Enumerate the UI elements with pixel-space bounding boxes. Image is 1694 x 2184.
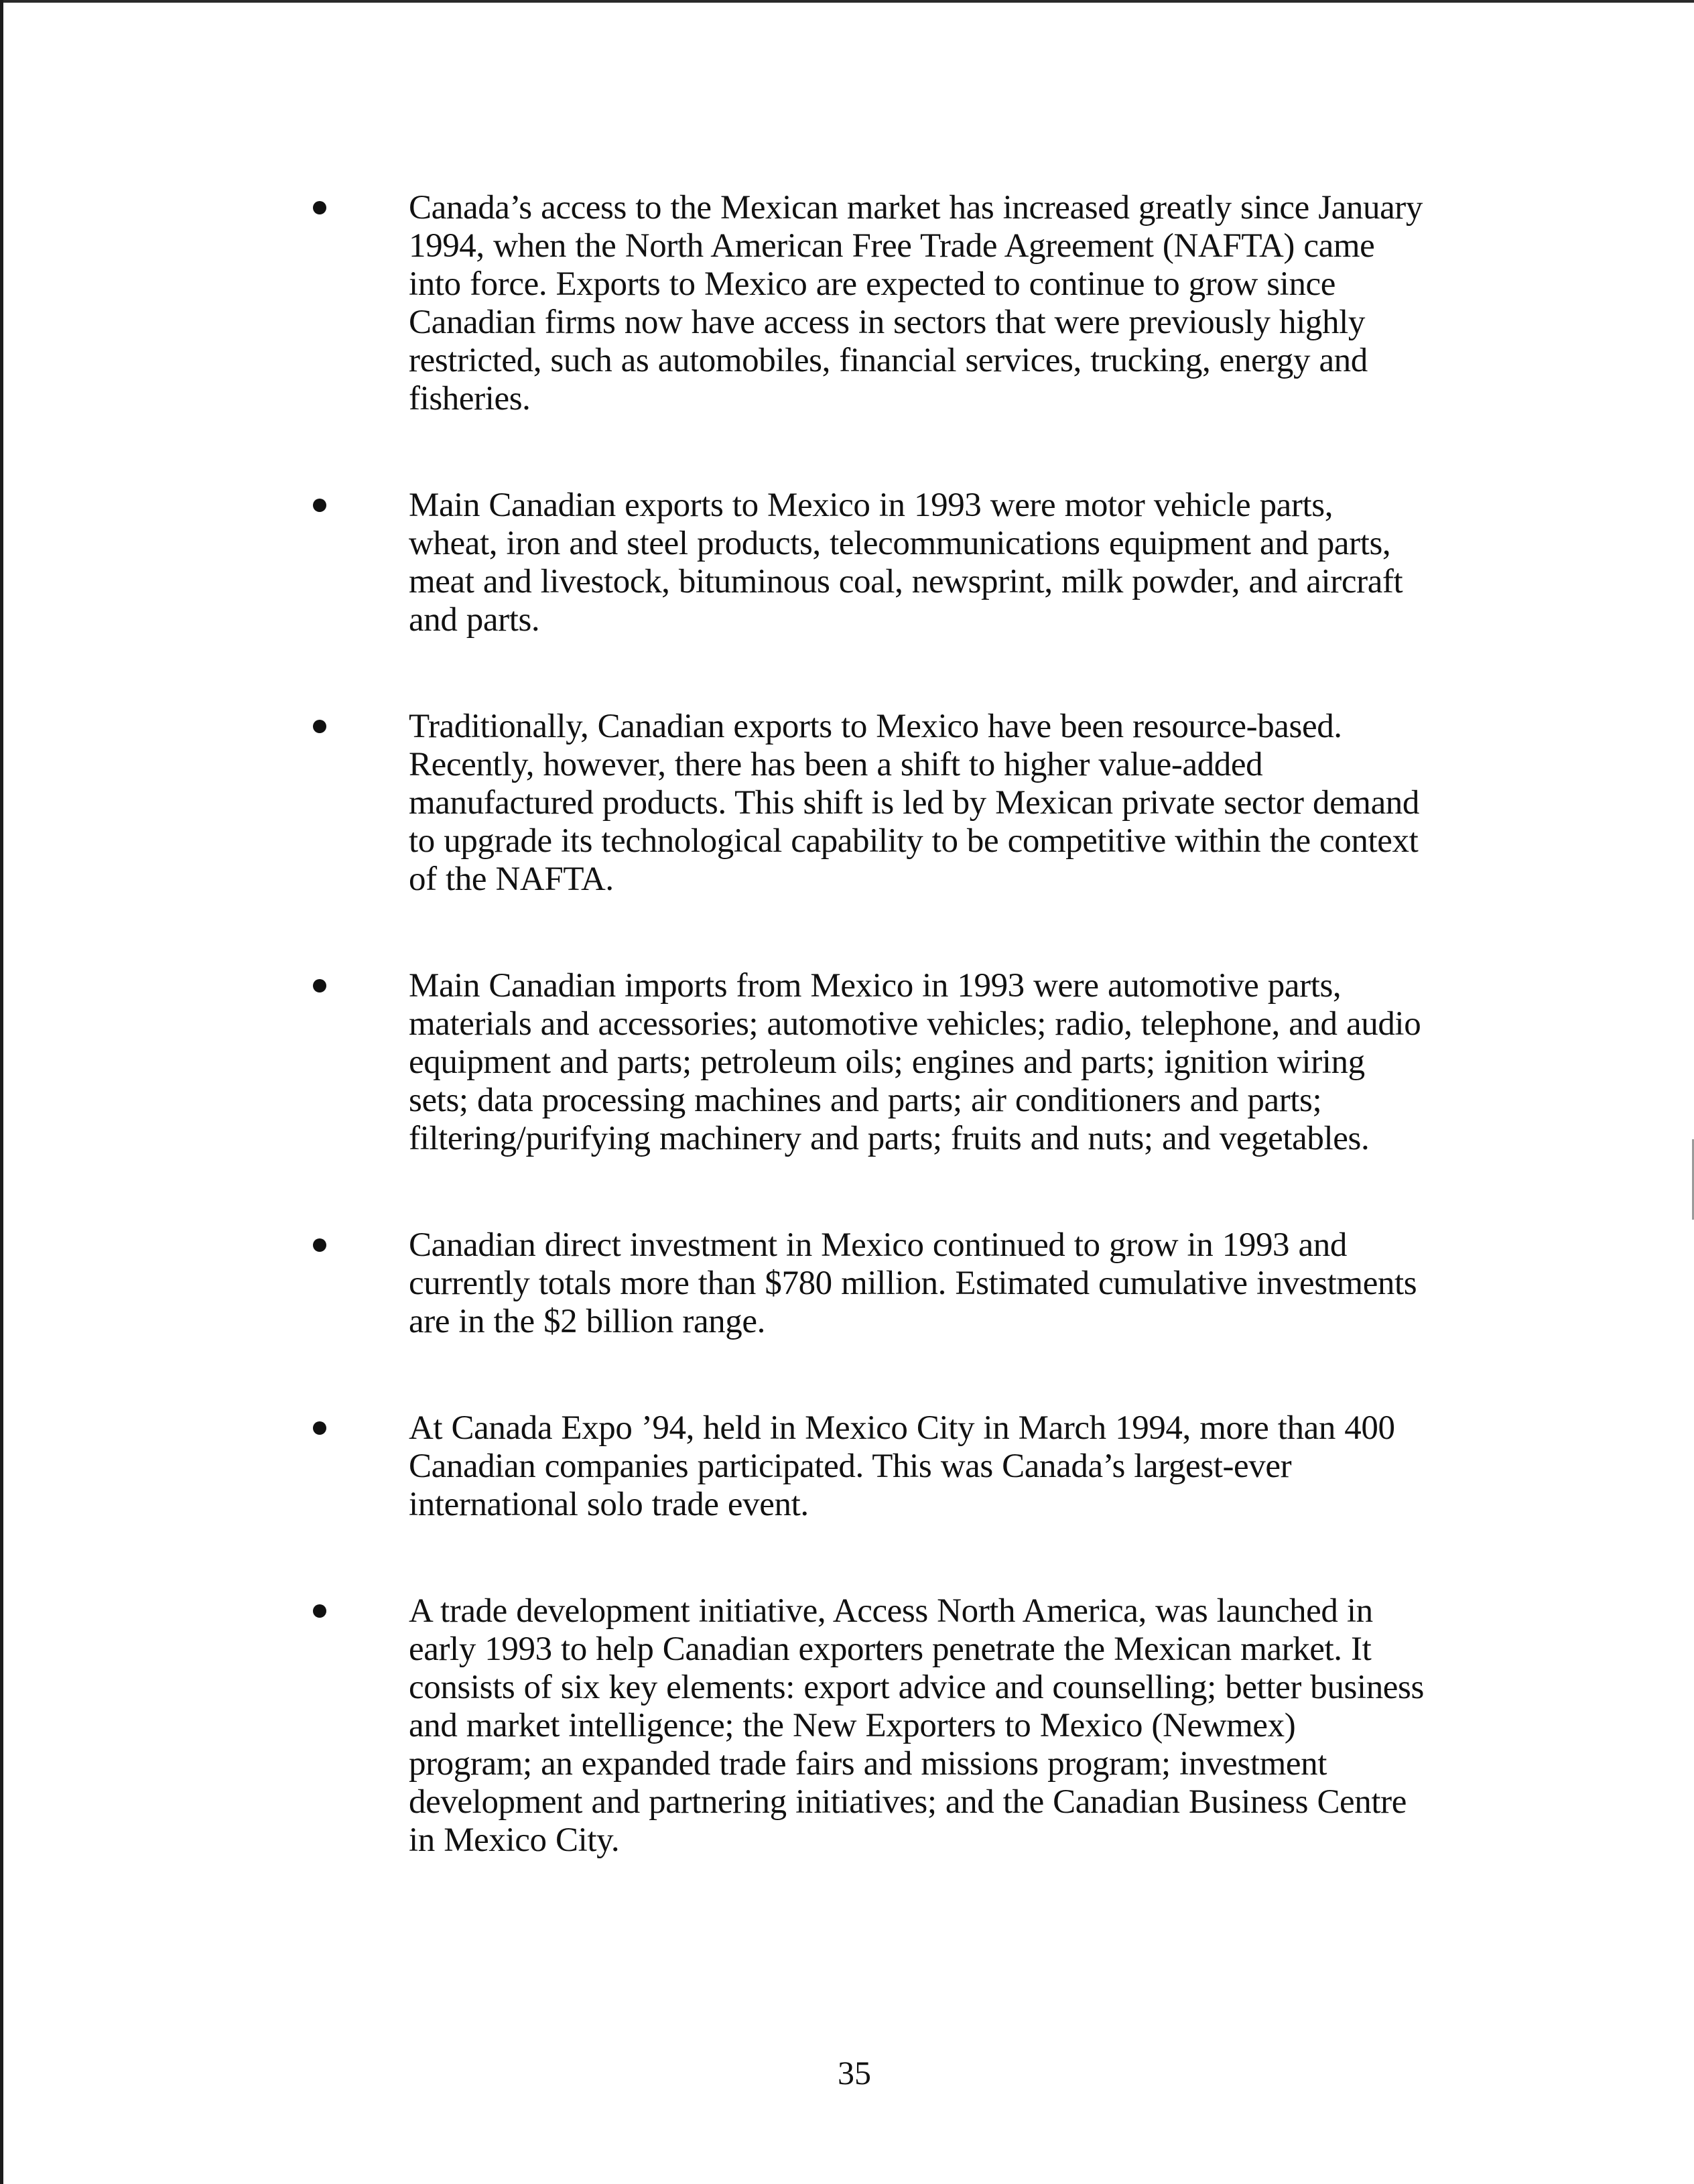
bullet-icon xyxy=(313,1604,326,1618)
bullet-icon xyxy=(313,1238,326,1252)
list-item xyxy=(308,708,1427,899)
bullet-text: Main Canadian imports from Mexico in 1993 were automotive parts, materials and accessories; automotive vehicles; radio, telephone, and audio equipment and parts; petroleum oils; engines and parts; ignition wiring sets; data processing machines and parts; air conditioners and parts; filtering/purifying machinery and parts; fruits and nuts; and vegetables. xyxy=(409,967,1421,1157)
bullet-text: Traditionally, Canadian exports to Mexico have been resource-based. Recently, however, there has been a shift to higher value-added manufactured products. This shift is led by Mexican private sector demand to upgrade its technological capability to be competitive within the context of the NAFTA. xyxy=(409,708,1420,898)
bullet-icon xyxy=(313,499,326,512)
list-item xyxy=(308,1409,1427,1524)
bullet-icon xyxy=(313,979,326,992)
bullet-icon xyxy=(313,1421,326,1435)
bullet-icon xyxy=(313,720,326,733)
bullet-text: Main Canadian exports to Mexico in 1993 were motor vehicle parts, wheat, iron and steel products, telecommunications equipment and parts, meat and livestock, bituminous coal, newsprint, milk powder, and aircraft and parts. xyxy=(409,487,1403,639)
bullet-icon xyxy=(313,201,326,214)
bullet-text: At Canada Expo ’94, held in Mexico City in March 1994, more than 400 Canadian companies participated. This was Canada’s largest-ever international solo trade event. xyxy=(409,1409,1395,1523)
list-item xyxy=(308,1592,1427,1860)
list-item xyxy=(308,189,1427,418)
bullet-list xyxy=(308,189,1427,1928)
bullet-text: Canadian direct investment in Mexico continued to grow in 1993 and currently totals more than $780 million. Estimated cumulative investments are in the $2 billion range. xyxy=(409,1226,1417,1340)
scan-edge-top xyxy=(0,0,1694,3)
list-item xyxy=(308,487,1427,639)
bullet-text: A trade development initiative, Access North America, was launched in early 1993 to help Canadian exporters penetrate the Mexican market. It consists of six key elements: export advice and counselling; better business and market intelligence; the New Exporters to Mexico (Newmex) program; an expanded trade fairs and missions program; investment development and partnering initiatives; and the Canadian Business Centre in Mexico City. xyxy=(409,1592,1424,1859)
page-number: 35 xyxy=(838,2054,871,2092)
scan-edge-left xyxy=(0,0,3,2184)
list-item xyxy=(308,1226,1427,1341)
bullet-text: Canada’s access to the Mexican market has increased greatly since January 1994, when the North American Free Trade Agreement (NAFTA) came into force. Exports to Mexico are expected to continue to grow since Canadian firms now have access in sectors that were previously highly restricted, such as automobiles, financial services, trucking, energy and fisheries. xyxy=(409,189,1423,417)
list-item xyxy=(308,967,1427,1158)
